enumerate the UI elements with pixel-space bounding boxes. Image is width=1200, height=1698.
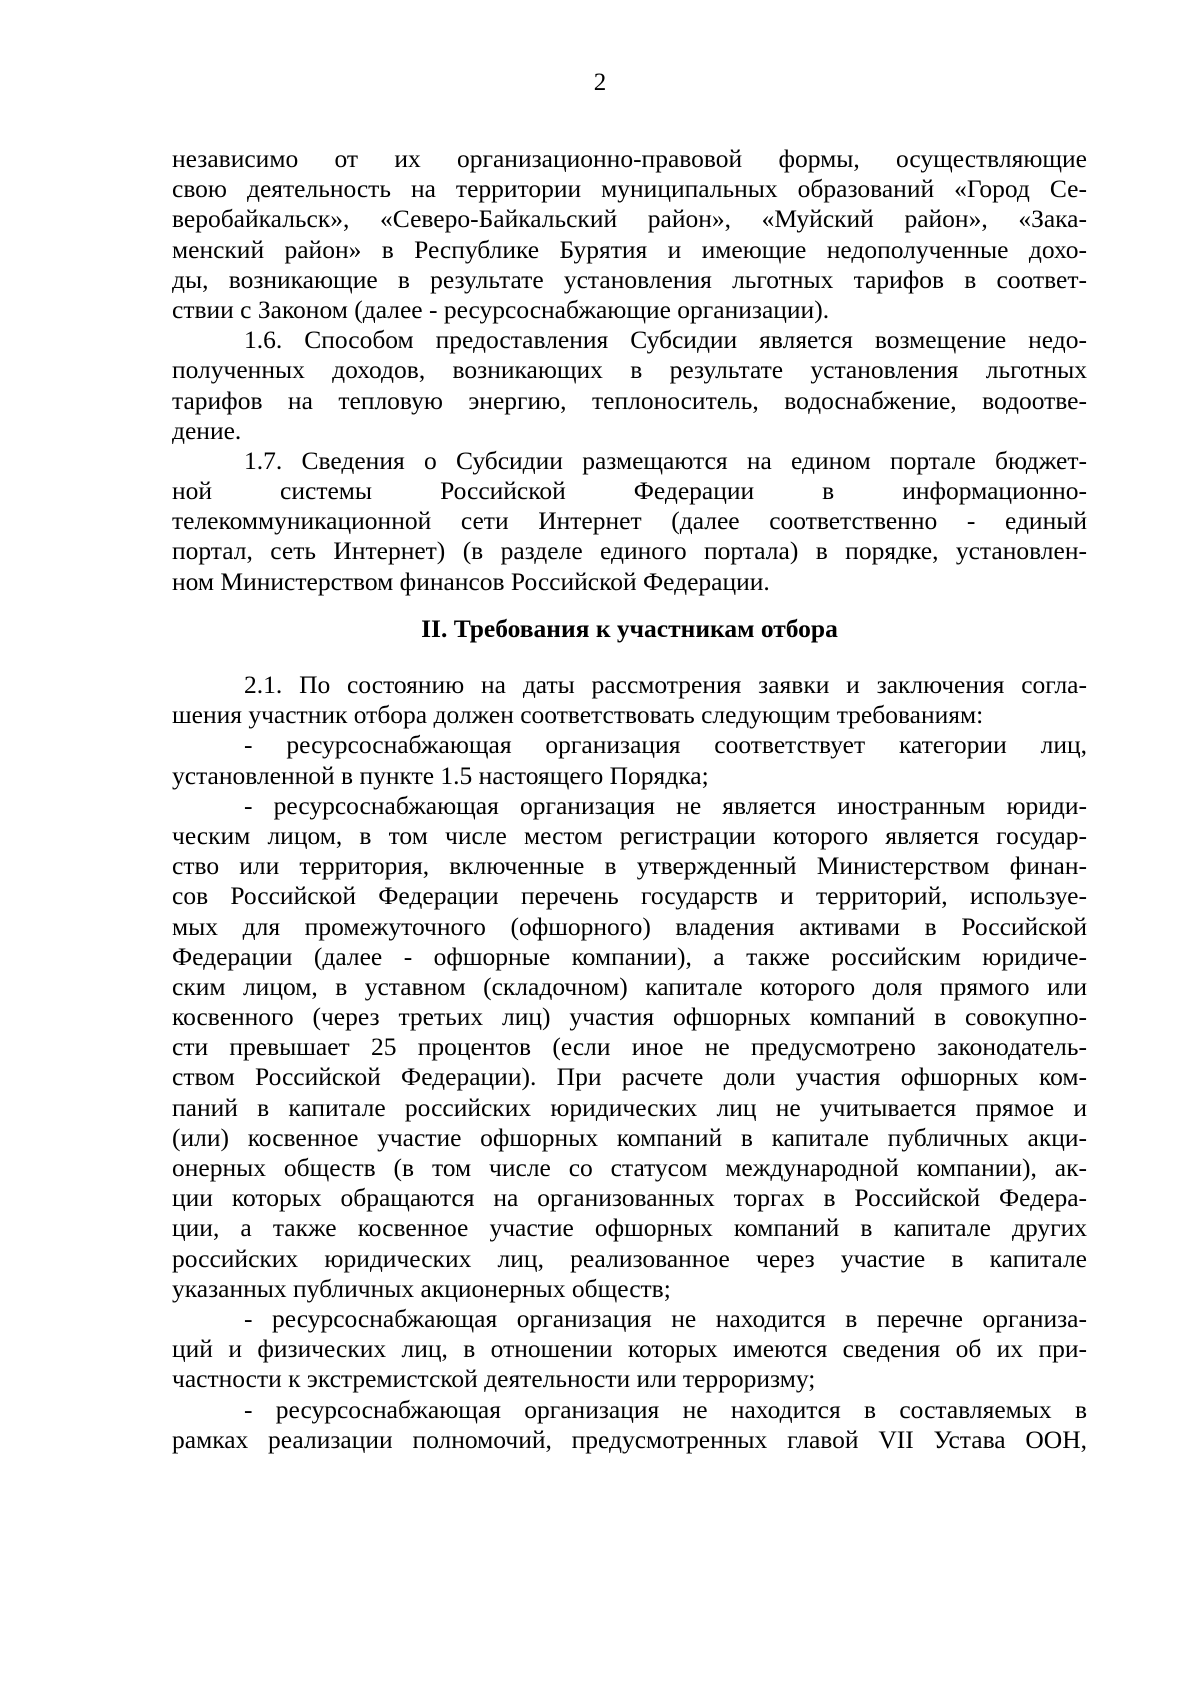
text-line: ством Российской Федерации). При расчете доли участия офшорных ком- — [172, 1062, 1087, 1092]
text-line: шения участник отбора должен соответствовать следующим требованиям: — [172, 700, 984, 730]
text-line: ций и физических лиц, в отношении которых имеются сведения об их при- — [172, 1334, 1087, 1364]
text-line: - ресурсоснабжающая организация соответствует категории лиц, — [244, 730, 1087, 760]
text-line: Федерации (далее - офшорные компании), а также российским юридиче- — [172, 941, 1087, 971]
text-line: - ресурсоснабжающая организация не является иностранным юриди- — [244, 790, 1087, 820]
text-line: ствии с Законом (далее - ресурсоснабжающие организации). — [172, 294, 830, 324]
page-number: 2 — [593, 69, 607, 96]
text-line: ции которых обращаются на организованных торгах в Российской Федера- — [172, 1183, 1087, 1213]
section-heading: II. Требования к участникам отбора — [421, 613, 838, 643]
text-line: 1.7. Сведения о Субсидии размещаются на едином портале бюджет- — [244, 445, 1087, 475]
text-line: ной системы Российской Федерации в информационно- — [172, 476, 1087, 506]
text-line: ды, возникающие в результате установления льготных тарифов в соответ- — [172, 264, 1087, 294]
text-line: ном Министерством финансов Российской Федерации. — [172, 566, 770, 596]
text-line: ство или территория, включенные в утвержденный Министерством финан- — [172, 851, 1087, 881]
text-line: указанных публичных акционерных обществ; — [172, 1273, 671, 1303]
text-line: независимо от их организационно-правовой формы, осуществляющие — [172, 144, 1087, 173]
text-line: веробайкальск», «Северо-Байкальский район», «Муйский район», «Зака- — [172, 204, 1087, 234]
text-line: сов Российской Федерации перечень государств и территорий, используе- — [172, 881, 1087, 911]
text-line: 1.6. Способом предоставления Субсидии является возмещение недо- — [244, 325, 1087, 355]
text-line: косвенного (через третьих лиц) участия офшорных компаний в совокупно- — [172, 1002, 1087, 1032]
text-line: тарифов на тепловую энергию, теплоноситель, водоснабжение, водоотве- — [172, 385, 1087, 415]
text-line: телекоммуникационной сети Интернет (далее соответственно - единый — [172, 506, 1087, 536]
text-line: рамках реализации полномочий, предусмотренных главой VII Устава ООН, — [172, 1424, 1087, 1454]
text-line: онерных обществ (в том числе со статусом международной компании), ак- — [172, 1153, 1087, 1182]
text-line: сти превышает 25 процентов (если иное не предусмотрено законодатель- — [172, 1032, 1087, 1062]
text-line: менский район» в Республике Бурятия и имеющие недополученные дохо- — [172, 234, 1087, 264]
text-line: ческим лицом, в том числе местом регистрации которого является государ- — [172, 820, 1087, 850]
text-line: 2.1. По состоянию на даты рассмотрения заявки и заключения согла- — [244, 670, 1087, 699]
text-line: паний в капитале российских юридических лиц не учитывается прямое и — [172, 1092, 1087, 1122]
text-line: частности к экстремистской деятельности или терроризму; — [172, 1364, 816, 1394]
text-line: российских юридических лиц, реализованное через участие в капитале — [172, 1243, 1087, 1273]
text-line: ским лицом, в уставном (складочном) капитале которого доля прямого или — [172, 971, 1087, 1001]
text-line: - ресурсоснабжающая организация не находится в составляемых в — [244, 1394, 1087, 1424]
text-line: мых для промежуточного (офшорного) владения активами в Российской — [172, 911, 1087, 941]
text-line: полученных доходов, возникающих в результате установления льготных — [172, 355, 1087, 385]
text-line: дение. — [172, 415, 242, 445]
text-line: установленной в пункте 1.5 настоящего Порядка; — [172, 760, 709, 790]
text-line: свою деятельность на территории муниципальных образований «Город Се- — [172, 174, 1087, 204]
text-line: портал, сеть Интернет) (в разделе единого портала) в порядке, установлен- — [172, 536, 1087, 566]
text-line: - ресурсоснабжающая организация не находится в перечне организа- — [244, 1303, 1087, 1333]
text-line: (или) косвенное участие офшорных компаний в капитале публичных акци- — [172, 1122, 1087, 1152]
text-line: ции, а также косвенное участие офшорных компаний в капитале других — [172, 1213, 1087, 1243]
document-body — [172, 144, 1087, 1455]
